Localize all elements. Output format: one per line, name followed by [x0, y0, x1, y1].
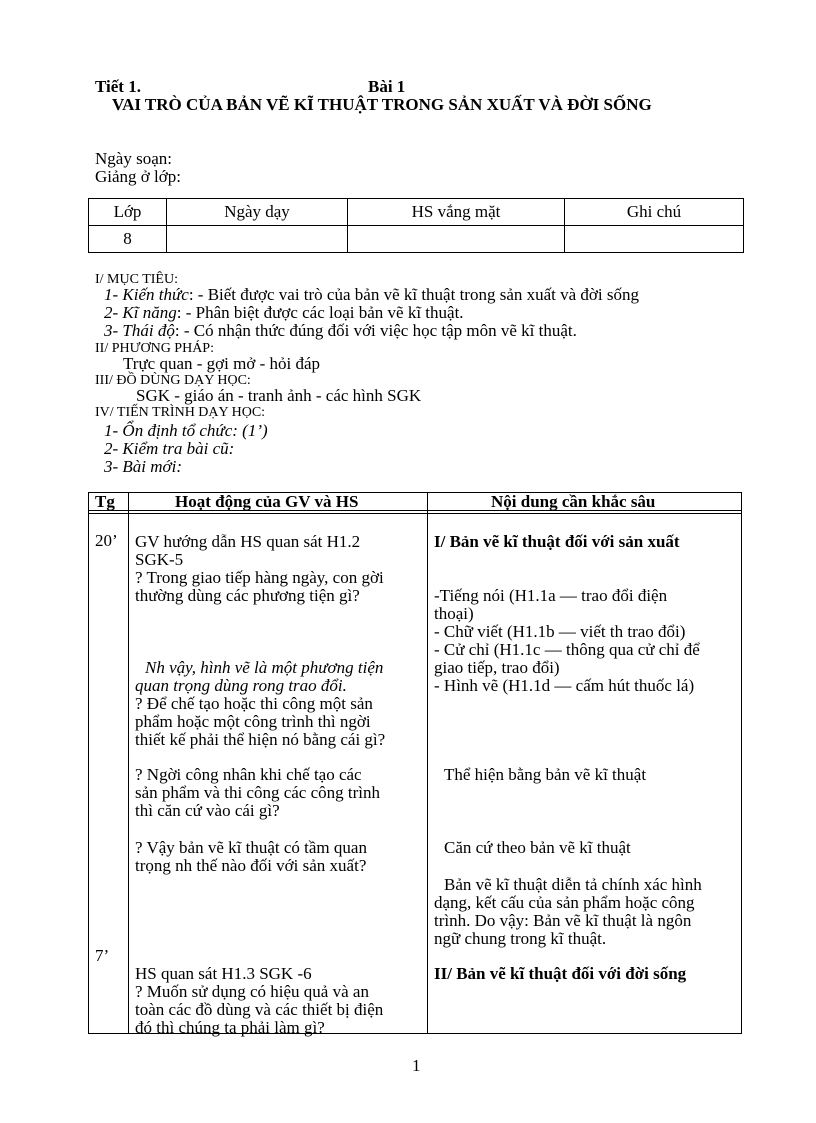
content-line: - Chữ viết (H1.1b — viết th trao đổi) — [434, 622, 686, 641]
materials-text: SGK - giáo án - tranh ảnh - các hình SGK — [136, 386, 422, 405]
attendance-cell-note — [565, 226, 744, 253]
method-text: Trực quan - gợi mở - hỏi đáp — [123, 354, 321, 373]
objective-label: 1- Kiến thức — [104, 285, 189, 304]
activity-line: SGK-5 — [135, 550, 184, 569]
objective-text: : - Phân biệt được các loại bản vẽ kĩ thuật. — [176, 303, 464, 322]
attendance-header-cell: Ngày dạy — [167, 199, 348, 226]
activity-line: thì căn cứ vào cái gì? — [135, 801, 280, 820]
process-step: 2- Kiểm tra bài cũ: — [104, 439, 235, 458]
activity-line: thường dùng các phương tiện gì? — [135, 586, 360, 605]
activity-line: sản phẩm và thi công các công trình — [135, 783, 381, 802]
page-number: 1 — [412, 1056, 421, 1075]
activity-line: GV hướng dẫn HS quan sát H1.2 — [135, 532, 361, 551]
content-line: - Hình vẽ (H1.1d — cấm hút thuốc lá) — [434, 676, 695, 695]
objective-label: 2- Kĩ năng — [104, 303, 177, 322]
activity-line: ? Trong giao tiếp hàng ngày, con gời — [135, 568, 384, 587]
activity-line: ? Ngời công nhân khi chế tạo các — [135, 765, 362, 784]
preparation-date-label: Ngày soạn: — [95, 149, 172, 168]
objectives-heading: I/ MỤC TIÊU: — [95, 272, 178, 287]
method-heading: II/ PHƯƠNG PHÁP: — [95, 341, 214, 356]
process-step: 3- Bài mới: — [104, 457, 183, 476]
activity-line: quan trọng dùng rong trao đổi. — [135, 676, 347, 695]
attendance-row — [89, 226, 744, 253]
content-line: - Cử chỉ (H1.1c — thông qua cử chỉ để — [434, 640, 700, 659]
lesson-number: Bài 1 — [368, 77, 406, 96]
activity-line: thiết kế phải thể hiện nó bằng cái gì? — [135, 730, 386, 749]
content-line: thoại) — [434, 604, 474, 623]
activity-line: ? Để chế tạo hoặc thi công một sản — [135, 694, 373, 713]
attendance-cell-class: 8 — [89, 226, 167, 253]
activity-line: phẩm hoặc một công trình thì ngời — [135, 712, 371, 731]
column-header-time: Tg — [95, 492, 115, 511]
process-step: 1- Ổn định tổ chức: (1’) — [104, 421, 268, 440]
objective-text: : - Có nhận thức đúng đối với việc học tập môn vẽ kĩ thuật. — [174, 321, 577, 340]
materials-heading: III/ ĐỒ DÙNG DẠY HỌC: — [95, 373, 251, 388]
objective-knowledge — [104, 286, 639, 304]
activity-line: Nh vậy, hình vẽ là một phương tiện — [145, 658, 384, 677]
column-header-content: Nội dung cần khắc sâu — [491, 492, 656, 511]
activity-line: ? Vậy bản vẽ kĩ thuật có tầm quan — [135, 838, 367, 857]
attendance-cell-date — [167, 226, 348, 253]
objective-label: 3- Thái độ — [104, 321, 175, 340]
column-header-activity: Hoạt động của GV và HS — [175, 492, 359, 511]
content-line: Căn cứ theo bản vẽ kĩ thuật — [444, 838, 631, 857]
column-divider — [128, 493, 129, 1033]
activity-line: ? Muốn sử dụng có hiệu quả và an — [135, 982, 369, 1001]
content-heading: II/ Bản vẽ kĩ thuật đối với đời sống — [434, 964, 687, 983]
content-line: trình. Do vậy: Bản vẽ kĩ thuật là ngôn — [434, 911, 692, 930]
objective-text: : - Biết được vai trò của bản vẽ kĩ thuật trong sản xuất và đời sống — [188, 285, 640, 304]
activity-line: toàn các đồ dùng và các thiết bị điện — [135, 1000, 384, 1019]
time-cell: 7’ — [95, 946, 110, 965]
objective-attitude — [104, 322, 577, 340]
content-line: Thể hiện bằng bản vẽ kĩ thuật — [444, 765, 647, 784]
attendance-header-cell: HS vắng mặt — [348, 199, 565, 226]
content-line: Bản vẽ kĩ thuật diễn tả chính xác hình — [444, 875, 702, 894]
content-line: ngữ chung trong kĩ thuật. — [434, 929, 607, 948]
page-title: VAI TRÒ CỦA BẢN VẼ KĨ THUẬT TRONG SẢN XUẤT VÀ ĐỜI SỐNG — [112, 95, 652, 114]
content-heading: I/ Bản vẽ kĩ thuật đối với sản xuất — [434, 532, 680, 551]
content-line: dạng, kết cấu của sản phẩm hoặc công — [434, 893, 695, 912]
activity-line: HS quan sát H1.3 SGK -6 — [135, 964, 312, 983]
activity-line: trọng nh thế nào đối với sản xuất? — [135, 856, 367, 875]
column-divider — [427, 493, 428, 1033]
content-line: -Tiếng nói (H1.1a — trao đổi điện — [434, 586, 668, 605]
header-divider — [89, 513, 741, 514]
objective-skill — [104, 304, 464, 322]
attendance-cell-absent — [348, 226, 565, 253]
time-cell: 20’ — [95, 531, 118, 550]
activity-line: đó thì chúng ta phải làm gì? — [135, 1018, 325, 1037]
class-label: Giảng ở lớp: — [95, 167, 181, 186]
attendance-header-cell: Ghi chú — [565, 199, 744, 226]
activity-table — [88, 492, 742, 1037]
content-line: giao tiếp, trao đổi) — [434, 658, 560, 677]
attendance-header-cell: Lớp — [89, 199, 167, 226]
attendance-table — [88, 198, 744, 253]
process-heading: IV/ TIẾN TRÌNH DẠY HỌC: — [95, 405, 266, 420]
lesson-label: Tiết 1. — [95, 77, 141, 96]
attendance-header-row — [89, 199, 744, 226]
